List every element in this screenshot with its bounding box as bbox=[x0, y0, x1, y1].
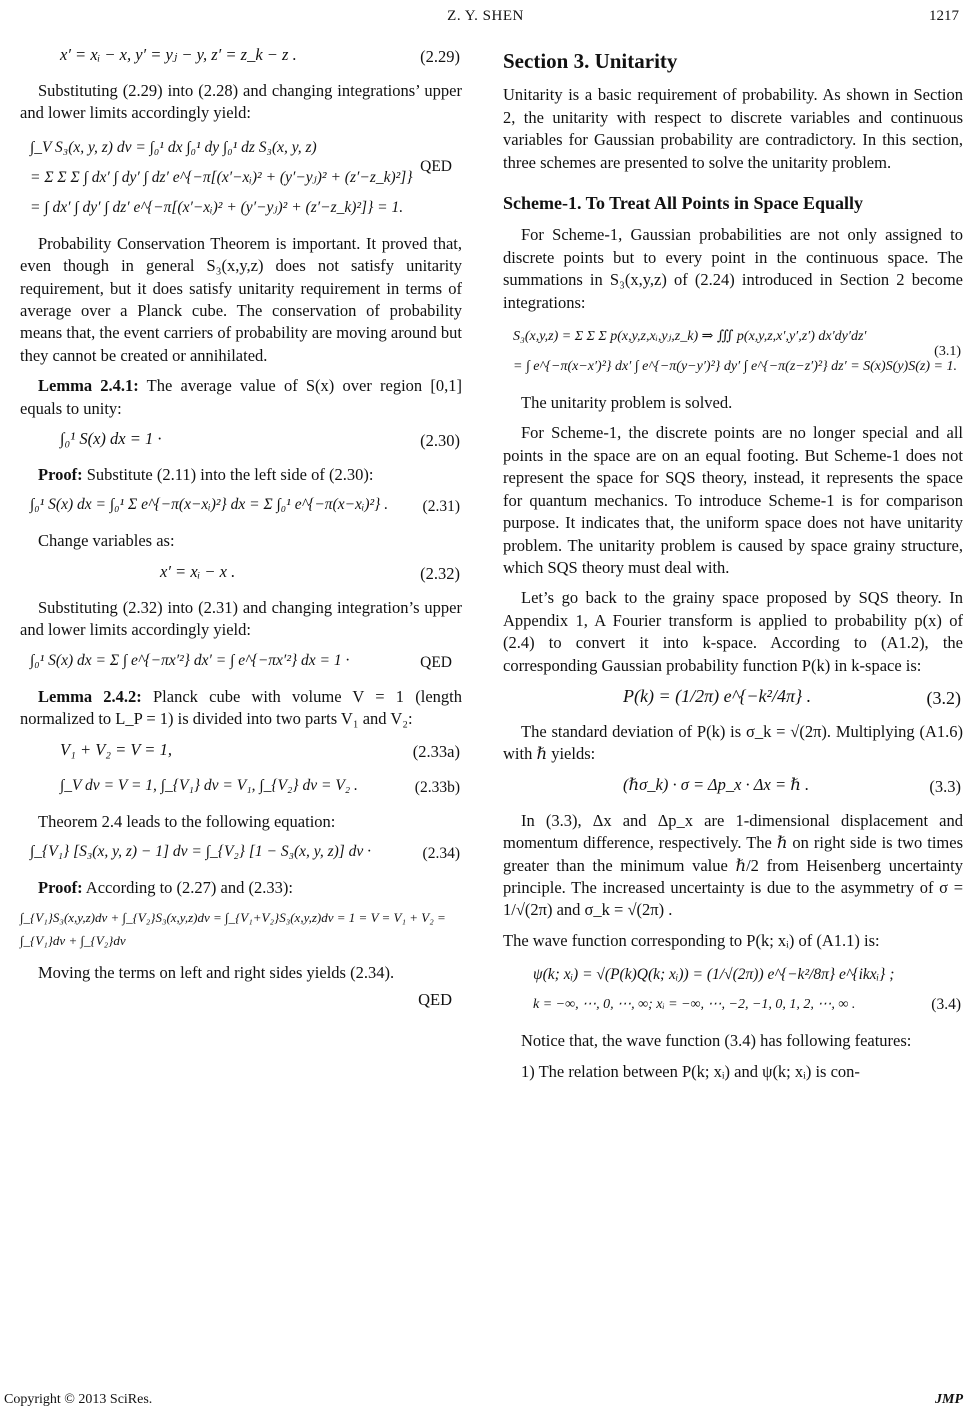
equation-body: ∫₀¹ S(x) dx = 1 · bbox=[60, 429, 162, 449]
paragraph: Unitarity is a basic requirement of probability. As shown in Section 2, the unitarity with respect to discrete variables and continuous variables for Gaussian probability are contradictory. In this section, three schemes are presented to solve the unitarity problem. bbox=[503, 85, 963, 172]
copyright-notice: Copyright © 2013 SciRes. bbox=[4, 1392, 153, 1407]
proof-2-4-1 bbox=[20, 464, 462, 486]
paragraph: Theorem 2.4 leads to the following equation: bbox=[38, 811, 336, 831]
equation-2-32 bbox=[20, 561, 462, 587]
paragraph: Substituting (2.32) into (2.31) and changing integration’s upper and lower limits accordingly yield: bbox=[20, 597, 462, 640]
journal-abbrev: JMP bbox=[935, 1392, 963, 1407]
qed-mark: QED bbox=[420, 653, 452, 671]
equation-number: (2.33a) bbox=[412, 741, 460, 761]
lemma-text: The average value of S(x) over region [0,1] equals to unity: bbox=[20, 376, 462, 418]
equation-number: (3.1) bbox=[934, 343, 961, 359]
equation-number: (2.32) bbox=[420, 563, 460, 583]
lemma-label: Lemma 2.4.2: bbox=[38, 686, 142, 706]
equation-body: ∫_V dv = V = 1, ∫_{V₁} dv = V₁, ∫_{V₂} dv = V₂ . bbox=[60, 776, 358, 794]
equation-number: (2.30) bbox=[420, 430, 460, 450]
page-header bbox=[0, 8, 971, 32]
equation-body: x′ = xᵢ − x, y′ = yⱼ − y, z′ = z_k − z . bbox=[60, 45, 297, 64]
equation-body: ∫_{V₁} [S₃(x, y, z) − 1] dv = ∫_{V₂} [1 − S₃(x, y, z)] dv · bbox=[30, 842, 372, 860]
paragraph: Change variables as: bbox=[38, 531, 175, 551]
equation-proof-sum bbox=[20, 907, 462, 952]
page-footer bbox=[0, 1392, 971, 1410]
equation-number: (2.31) bbox=[422, 498, 460, 516]
paragraph: For Scheme-1, the discrete points are no longer special and all points in the space are on an equal footing. But Scheme-1 does not represent the space for SQS theory, instead, it represents the space for quantum mechanics. To introduce Scheme-1 is for comparison purpose. It indicates that, the uniform space does not have unitarity problem. The unitarity problem is caused by space grainy structure, which SQS theory must deal with. bbox=[503, 423, 963, 577]
proof-2-34 bbox=[20, 877, 462, 899]
paragraph: Probability Conservation Theorem is important. It proved that, even though in general S₃(x,y,z) does not satisfy unitarity requirement, but it does satisfy unitarity requirement in terms of average over a Planck cube. The conservation of probability means that, the event carriers of probability are moving around but they cannot be created or annihilated. bbox=[20, 233, 462, 365]
equation-3-1 bbox=[503, 322, 963, 382]
paragraph: 1) The relation between P(k; xᵢ) and ψ(k; xᵢ) is con- bbox=[521, 1061, 860, 1081]
equation-2-33b bbox=[20, 775, 462, 801]
equation-2-30 bbox=[20, 428, 462, 454]
equation-body: P(k) = (1/2π) e^{−k²/4π} . bbox=[623, 685, 812, 706]
proof-text: According to (2.27) and (2.33): bbox=[82, 877, 293, 897]
proof-text: Substitute (2.11) into the left side of (2.30): bbox=[82, 465, 374, 485]
lemma-text: Planck cube with volume V = 1 (length normalized to L_P = 1) is divided into two parts V₁ and V₂: bbox=[20, 686, 462, 729]
paragraph: In (3.3), Δx and Δp_x are 1-dimensional displacement and momentum difference, respectively. The ℏ on right side is two times greater than the minimum value ℏ/2 from Heisenberg uncertainty principle. The increased uncertainty is due to the asymmetry of σ = 1/√(2π) and σ_k = √(2π) . bbox=[503, 810, 963, 920]
equation-2-29 bbox=[20, 44, 462, 70]
paragraph: Substituting (2.29) into (2.28) and changing integrations’ upper and lower limits accordingly yield: bbox=[20, 81, 462, 123]
equation-body: V₁ + V₂ = V = 1, bbox=[60, 739, 172, 759]
paragraph: Notice that, the wave function (3.4) has following features: bbox=[521, 1031, 912, 1051]
equation-body: ∫_{V₁}S₃(x,y,z)dv + ∫_{V₂}S₃(x,y,z)dv = ∫_{V₁+V₂}S₃(x,y,z)dv = 1 = V = V₁ + V₂ = ∫_{V₁}dv + ∫_{V₂}dv bbox=[20, 910, 446, 948]
equation-2-34 bbox=[20, 841, 462, 867]
equation-number: (2.34) bbox=[422, 844, 460, 862]
equation-number: (3.2) bbox=[926, 687, 961, 708]
equation-line: S₃(x,y,z) = Σ Σ Σ p(x,y,z,xᵢ,yⱼ,z_k) ⇒ ∭ p(x,y,z,x′,y′,z′) dx′dy′dz′ bbox=[513, 329, 867, 345]
equation-line: ψ(k; xᵢ) = √(P(k)Q(k; xᵢ)) = (1/√(2π)) e^{−k²/8π} e^{ikxᵢ} ; bbox=[533, 966, 895, 984]
equation-line: = Σ Σ Σ ∫ dx′ ∫ dy′ ∫ dz′ e^{−π[(x′−xᵢ)² + (y′−yⱼ)² + (z′−z_k)²]} bbox=[30, 168, 413, 186]
lemma-2-4-2 bbox=[20, 686, 462, 731]
lemma-2-4-1 bbox=[20, 375, 462, 420]
section-title: Section 3. Unitarity bbox=[503, 49, 678, 73]
equation-line: = ∫ dx′ ∫ dy′ ∫ dz′ e^{−π[(x′−xᵢ)² + (y′−yⱼ)² + (z′−z_k)²]} = 1. bbox=[30, 198, 404, 216]
left-column bbox=[20, 40, 462, 1019]
equation-line: k = −∞, ⋯, 0, ⋯, ∞; xᵢ = −∞, ⋯, −2, −1, 0, 1, 2, ⋯, ∞ . bbox=[533, 997, 856, 1013]
equation-body: x′ = xᵢ − x . bbox=[160, 561, 236, 581]
equation-2-31 bbox=[20, 494, 462, 520]
lemma-label: Lemma 2.4.1: bbox=[38, 376, 139, 396]
paragraph: Moving the terms on left and right sides yields (2.34). bbox=[38, 963, 395, 983]
qed-mark: QED bbox=[418, 989, 452, 1009]
equation-3-4 bbox=[503, 960, 963, 1020]
equation-number: (2.29) bbox=[420, 46, 460, 66]
equation-after-2-32 bbox=[20, 650, 462, 676]
scheme-heading: Scheme-1. To Treat All Points in Space Equally bbox=[503, 193, 864, 214]
qed-mark: QED bbox=[420, 157, 452, 175]
paragraph: The wave function corresponding to P(k; xᵢ) of (A1.1) is: bbox=[503, 930, 880, 950]
right-column bbox=[503, 40, 963, 1091]
equation-3-2 bbox=[503, 685, 963, 711]
equation-number: (2.33b) bbox=[414, 778, 460, 796]
equation-body: ∫₀¹ S(x) dx = ∫₀¹ Σ e^{−π(x−xᵢ)²} dx = Σ ∫₀¹ e^{−π(x−xᵢ)²} . bbox=[30, 496, 389, 514]
paragraph: The standard deviation of P(k) is σ_k = √(2π). Multiplying (A1.6) with ℏ yields: bbox=[503, 721, 963, 764]
equation-2-33a bbox=[20, 739, 462, 765]
equation-number: (3.3) bbox=[929, 776, 961, 796]
equation-body: (ℏσ_k) · σ = Δp_x · Δx = ℏ . bbox=[623, 774, 810, 794]
paragraph: The unitarity problem is solved. bbox=[521, 393, 733, 413]
paragraph: Let’s go back to the grainy space proposed by SQS theory. In Appendix 1, A Fourier transform is applied to probability p(x) of (2.4) to convert it into k-space. According to (A1.2), the corresponding Gaussian probability function P(k) in k-space is: bbox=[503, 588, 963, 675]
proof-label: Proof: bbox=[38, 465, 83, 485]
equation-line: ∫_V S₃(x, y, z) dv = ∫₀¹ dx ∫₀¹ dy ∫₀¹ dz S₃(x, y, z) bbox=[30, 138, 317, 156]
equation-line: = ∫ e^{−π(x−x′)²} dx′ ∫ e^{−π(y−y′)²} dy′ ∫ e^{−π(z−z′)²} dz′ = S(x)S(y)S(z) = 1. bbox=[513, 359, 957, 375]
equation-number: (3.4) bbox=[931, 995, 961, 1013]
proof-label: Proof: bbox=[38, 877, 83, 897]
equation-3-3 bbox=[503, 774, 963, 800]
equation-block-volume-integral bbox=[20, 133, 462, 223]
paragraph: For Scheme-1, Gaussian probabilities are not only assigned to discrete points but to every point in the continuous space. The summations in S₃(x,y,z) of (2.24) introduced in Section 2 become integrations: bbox=[503, 225, 963, 312]
page-number: 1217 bbox=[929, 8, 959, 24]
equation-body: ∫₀¹ S(x) dx = Σ ∫ e^{−πx′²} dx′ = ∫ e^{−πx′²} dx = 1 · bbox=[30, 651, 350, 669]
running-head-author: Z. Y. SHEN bbox=[447, 8, 524, 24]
